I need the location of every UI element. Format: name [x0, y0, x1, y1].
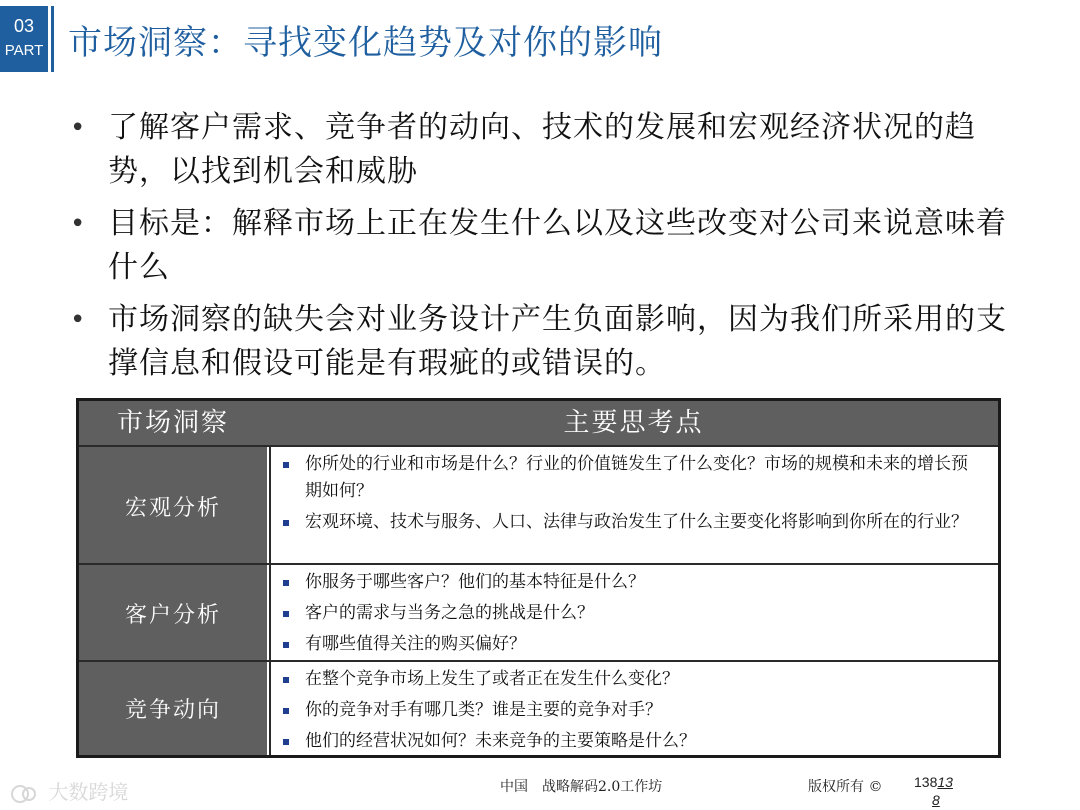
table-row	[79, 445, 998, 565]
item-text: 有哪些值得关注的购买偏好？	[305, 634, 526, 654]
square-bullet-icon	[283, 462, 289, 468]
table-header-right: 主要思考点	[563, 408, 704, 438]
page-title: 市场洞察：寻找变化趋势及对你的影响	[68, 23, 663, 63]
square-bullet-icon	[283, 642, 289, 648]
bullet-item	[68, 202, 1028, 290]
page-number-italic: 13	[937, 774, 953, 790]
list-item	[281, 666, 984, 693]
item-text: 客户的需求与当务之急的挑战是什么？	[305, 603, 594, 623]
page-number-main: 138	[914, 774, 938, 790]
bullet-dot-icon: •	[70, 209, 87, 239]
bullet-dot-icon: •	[70, 305, 87, 335]
table-header-left: 市场洞察	[116, 408, 229, 438]
list-item	[281, 569, 984, 596]
bullet-text: 市场洞察的缺失会对业务设计产生负面影响，因为我们所采用的支撑信息和假设可能是有瑕疵的或错误的。	[108, 302, 1007, 381]
list-item	[281, 631, 984, 658]
row-label: 竞争动向	[79, 662, 267, 755]
square-bullet-icon	[283, 580, 289, 586]
footer-rights: 版权所有 ©	[808, 779, 883, 795]
item-text: 在整个竞争市场上发生了或者正在发生什么变化？	[305, 669, 679, 689]
square-bullet-icon	[283, 708, 289, 714]
row-label: 宏观分析	[79, 447, 267, 565]
square-bullet-icon	[283, 611, 289, 617]
list-item	[281, 600, 984, 627]
item-text: 你服务于哪些客户？他们的基本特征是什么？	[305, 572, 645, 592]
insight-table	[76, 398, 1001, 758]
watermark	[10, 776, 128, 805]
part-badge	[0, 6, 51, 72]
list-item	[281, 697, 984, 724]
list-item	[281, 509, 984, 536]
bullet-item	[68, 106, 1028, 194]
list-item	[281, 728, 984, 755]
row-body	[269, 447, 998, 565]
item-text: 他们的经营状况如何？未来竞争的主要策略是什么？	[305, 731, 696, 751]
bullet-list	[68, 106, 1028, 394]
footer-center: 中国 战略解码2.0工作坊	[500, 779, 663, 795]
item-text: 你所处的行业和市场是什么？行业的价值链发生了什么变化？市场的规模和未来的增长预期如何？	[305, 454, 968, 501]
square-bullet-icon	[283, 677, 289, 683]
table-row	[79, 563, 998, 662]
row-label: 客户分析	[79, 565, 267, 662]
square-bullet-icon	[283, 739, 289, 745]
part-number: 03	[13, 16, 35, 36]
row-body	[269, 565, 998, 662]
table-row	[79, 660, 998, 755]
part-label: PART	[4, 42, 44, 59]
row-body	[269, 662, 998, 755]
list-item	[281, 451, 984, 505]
square-bullet-icon	[283, 520, 289, 526]
item-text: 宏观环境、技术与服务、人口、法律与政治发生了什么主要变化将影响到你所在的行业？	[305, 512, 968, 532]
bullet-text: 目标是：解释市场上正在发生什么以及这些改变对公司来说意味着什么	[108, 206, 1007, 285]
page-number-italic-second: 8	[932, 792, 940, 808]
table-header	[79, 401, 998, 445]
item-text: 你的竞争对手有哪几类？谁是主要的竞争对手？	[305, 700, 662, 720]
bullet-item	[68, 298, 1028, 386]
watermark-logo-icon	[10, 784, 38, 804]
page-number	[914, 774, 953, 808]
watermark-text: 大数跨境	[48, 780, 129, 804]
bullet-dot-icon: •	[70, 113, 87, 143]
bullet-text: 了解客户需求、竞争者的动向、技术的发展和宏观经济状况的趋势，以找到机会和威胁	[108, 110, 976, 189]
